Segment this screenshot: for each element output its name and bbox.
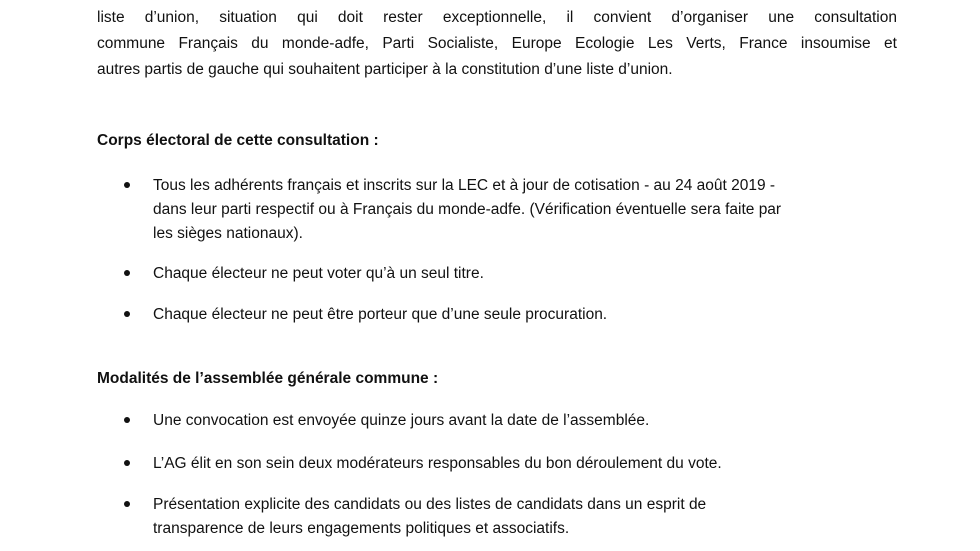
bullet-icon xyxy=(124,460,130,466)
section-heading-modalites: Modalités de l’assemblée générale commune : xyxy=(97,370,439,387)
list-item-line: les sièges nationaux). xyxy=(153,225,303,242)
bullet-icon xyxy=(124,501,130,507)
list-item-text xyxy=(153,493,893,541)
bullet-icon xyxy=(124,311,130,317)
intro-paragraph xyxy=(97,5,897,83)
list-item-line: Présentation explicite des candidats ou des listes de candidats dans un esprit de xyxy=(153,496,707,513)
list-item-line: transparence de leurs engagements politiques et associatifs. xyxy=(153,520,570,537)
section-heading-corps-electoral: Corps électoral de cette consultation : xyxy=(97,132,379,149)
list-item-line: L’AG élit en son sein deux modérateurs responsables du bon déroulement du vote. xyxy=(153,455,722,472)
bullet-icon xyxy=(124,417,130,423)
list-item-text xyxy=(153,303,893,327)
list-item-line: Chaque électeur ne peut voter qu’à un seul titre. xyxy=(153,265,484,282)
bullet-icon xyxy=(124,270,130,276)
list-item-line: Chaque électeur ne peut être porteur que d’une seule procuration. xyxy=(153,306,608,323)
list-item-line: dans leur parti respectif ou à Français du monde-adfe. (Vérification éventuelle sera faite par xyxy=(153,201,782,218)
list-item-text xyxy=(153,452,893,476)
bullet-icon xyxy=(124,182,130,188)
list-item-text xyxy=(153,409,893,433)
intro-line: commune Français du monde-adfe, Parti Socialiste, Europe Ecologie Les Verts, France insoumise et xyxy=(97,35,897,52)
list-item-line: Tous les adhérents français et inscrits sur la LEC et à jour de cotisation - au 24 août 2019 - xyxy=(153,177,776,194)
list-item-text xyxy=(153,174,893,246)
list-item-text xyxy=(153,262,893,286)
intro-line: liste d’union, situation qui doit rester exceptionnelle, il convient d’organiser une consultation xyxy=(97,9,897,26)
intro-line: autres partis de gauche qui souhaitent participer à la constitution d’une liste d’union. xyxy=(97,61,673,78)
list-item-line: Une convocation est envoyée quinze jours avant la date de l’assemblée. xyxy=(153,412,650,429)
